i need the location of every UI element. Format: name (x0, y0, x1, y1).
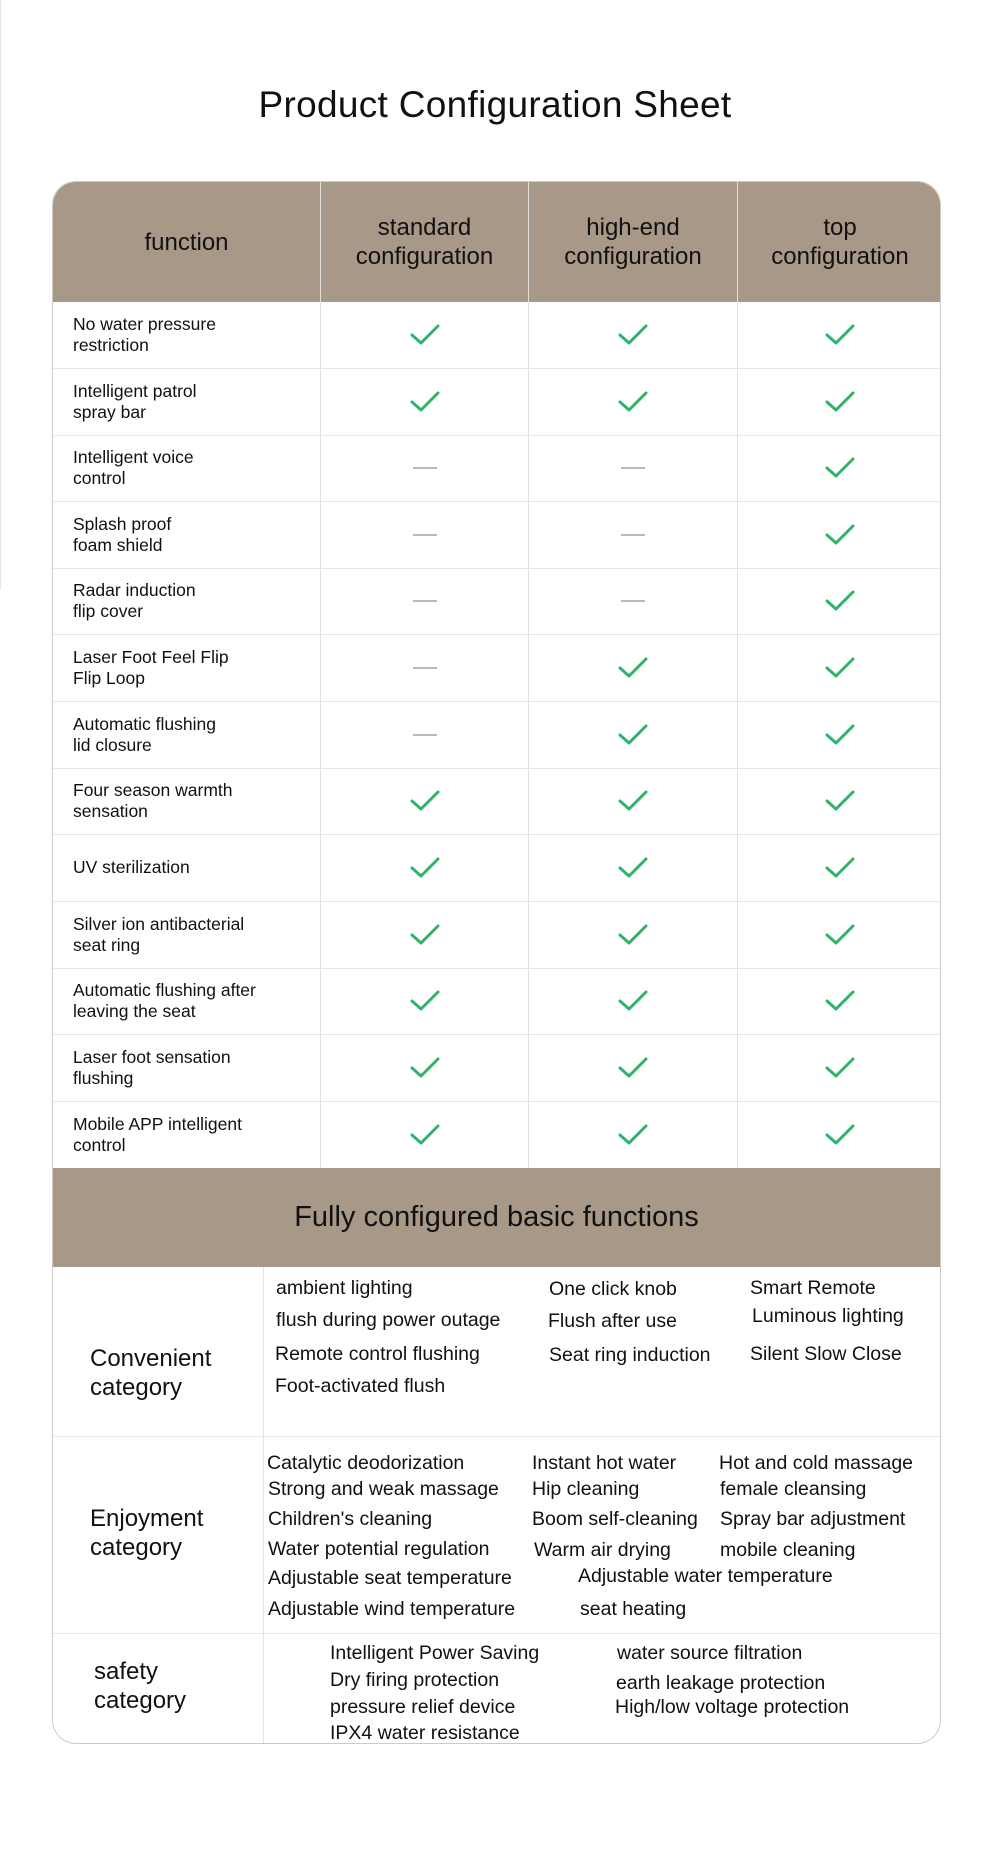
check-icon (529, 901, 737, 968)
feature-item: Silent Slow Close (750, 1343, 902, 1365)
function-label: Automatic flushing after leaving the seat (73, 980, 256, 1021)
table-row (53, 768, 940, 835)
feature-item: Hot and cold massage (719, 1452, 914, 1474)
function-label: Intelligent voice control (73, 447, 194, 488)
feature-item: Remote control flushing (275, 1343, 480, 1365)
function-label: Intelligent patrol spray bar (73, 380, 197, 422)
function-label: Automatic flushing lid closure (73, 713, 216, 755)
table-row (53, 634, 940, 702)
header-function: function (144, 228, 229, 256)
feature-item: Spray bar adjustment (720, 1508, 906, 1530)
function-label: Silver ion antibacterial seat ring (73, 913, 245, 955)
check-icon (529, 634, 737, 701)
table-row (53, 1101, 940, 1169)
check-icon (321, 1034, 528, 1101)
check-icon (738, 768, 941, 834)
check-icon (321, 1101, 528, 1168)
check-icon (738, 701, 941, 768)
dash-icon (321, 634, 528, 701)
feature-item: Smart Remote (750, 1277, 876, 1299)
dash-icon (321, 701, 528, 768)
check-icon (529, 302, 737, 368)
feature-item: One click knob (549, 1278, 677, 1300)
check-icon (738, 634, 941, 701)
function-label: Laser Foot Feel Flip Flip Loop (73, 646, 229, 688)
check-icon (738, 1101, 941, 1168)
check-icon (738, 302, 941, 368)
category-safety: safety category (94, 1658, 187, 1714)
check-icon (738, 901, 941, 968)
dash-icon (321, 501, 528, 568)
feature-item: Intelligent Power Saving (330, 1642, 540, 1664)
feature-item: pressure relief device (330, 1696, 516, 1718)
function-label: Four season warmth sensation (73, 780, 233, 821)
feature-item: Children's cleaning (268, 1508, 433, 1530)
check-icon (738, 501, 941, 568)
feature-item: Adjustable wind temperature (268, 1598, 516, 1620)
check-icon (738, 368, 941, 435)
category-separator (53, 1633, 940, 1634)
dash-icon (321, 568, 528, 634)
check-icon (529, 968, 737, 1034)
feature-item: female cleansing (720, 1478, 867, 1500)
table-row (53, 435, 940, 502)
category-separator (53, 1436, 940, 1437)
feature-item: Foot-activated flush (275, 1375, 446, 1397)
feature-item: Seat ring induction (549, 1344, 711, 1366)
configuration-sheet (52, 181, 941, 1744)
check-icon (529, 1101, 737, 1168)
check-icon (321, 901, 528, 968)
check-icon (321, 368, 528, 435)
check-icon (321, 768, 528, 834)
feature-item: IPX4 water resistance (330, 1722, 520, 1744)
feature-item: Warm air drying (534, 1539, 671, 1561)
table-header (53, 182, 940, 302)
table-row (53, 968, 940, 1035)
page-title: Product Configuration Sheet (258, 84, 732, 125)
check-icon (738, 968, 941, 1034)
function-label: No water pressure restriction (73, 314, 216, 355)
feature-item: Adjustable water temperature (578, 1565, 833, 1587)
feature-item: ambient lighting (276, 1277, 413, 1299)
function-label: Laser foot sensation flushing (73, 1046, 231, 1088)
feature-item: Hip cleaning (532, 1478, 640, 1500)
check-icon (321, 302, 528, 368)
header-standard: standard configuration (355, 214, 494, 270)
feature-item: water source filtration (617, 1642, 803, 1664)
feature-item: Catalytic deodorization (267, 1452, 465, 1474)
dash-icon (529, 568, 737, 634)
feature-item: Adjustable seat temperature (268, 1567, 512, 1589)
dash-icon (529, 435, 737, 501)
check-icon (738, 834, 941, 901)
table-row (53, 302, 940, 369)
function-label: Mobile APP intelligent control (73, 1113, 242, 1155)
check-icon (738, 435, 941, 501)
feature-item: Strong and weak massage (268, 1478, 499, 1500)
table-row (53, 834, 940, 902)
basic-functions-title: Fully configured basic functions (53, 1168, 940, 1267)
feature-item: mobile cleaning (720, 1539, 856, 1561)
feature-item: Dry firing protection (330, 1669, 500, 1691)
category-divider (263, 1267, 264, 1744)
check-icon (738, 568, 941, 634)
feature-item: seat heating (580, 1598, 687, 1620)
feature-item: High/low voltage protection (615, 1696, 850, 1718)
table-row (53, 901, 940, 969)
function-label: Splash proof foam shield (73, 513, 172, 555)
check-icon (321, 834, 528, 901)
check-icon (529, 1034, 737, 1101)
check-icon (529, 368, 737, 435)
category-convenient: Convenient category (90, 1345, 212, 1401)
check-icon (529, 768, 737, 834)
function-label: UV sterilization (73, 857, 190, 877)
table-row (53, 368, 940, 436)
check-icon (529, 701, 737, 768)
category-enjoyment: Enjoyment category (90, 1505, 204, 1561)
check-icon (321, 968, 528, 1034)
feature-item: Flush after use (548, 1310, 677, 1332)
feature-item: Instant hot water (532, 1452, 677, 1474)
feature-item: Water potential regulation (268, 1538, 490, 1560)
feature-item: Luminous lighting (752, 1305, 904, 1327)
header-top: top configuration (771, 214, 909, 270)
table-row (53, 701, 940, 769)
dash-icon (321, 435, 528, 501)
feature-item: Boom self-cleaning (532, 1508, 698, 1530)
table-row (53, 501, 940, 569)
table-row (53, 1034, 940, 1102)
check-icon (738, 1034, 941, 1101)
dash-icon (529, 501, 737, 568)
check-icon (529, 834, 737, 901)
header-high-end: high-end configuration (564, 214, 702, 270)
feature-item: flush during power outage (276, 1309, 501, 1331)
function-label: Radar induction flip cover (73, 580, 196, 621)
feature-item: earth leakage protection (616, 1672, 826, 1694)
table-row (53, 568, 940, 635)
